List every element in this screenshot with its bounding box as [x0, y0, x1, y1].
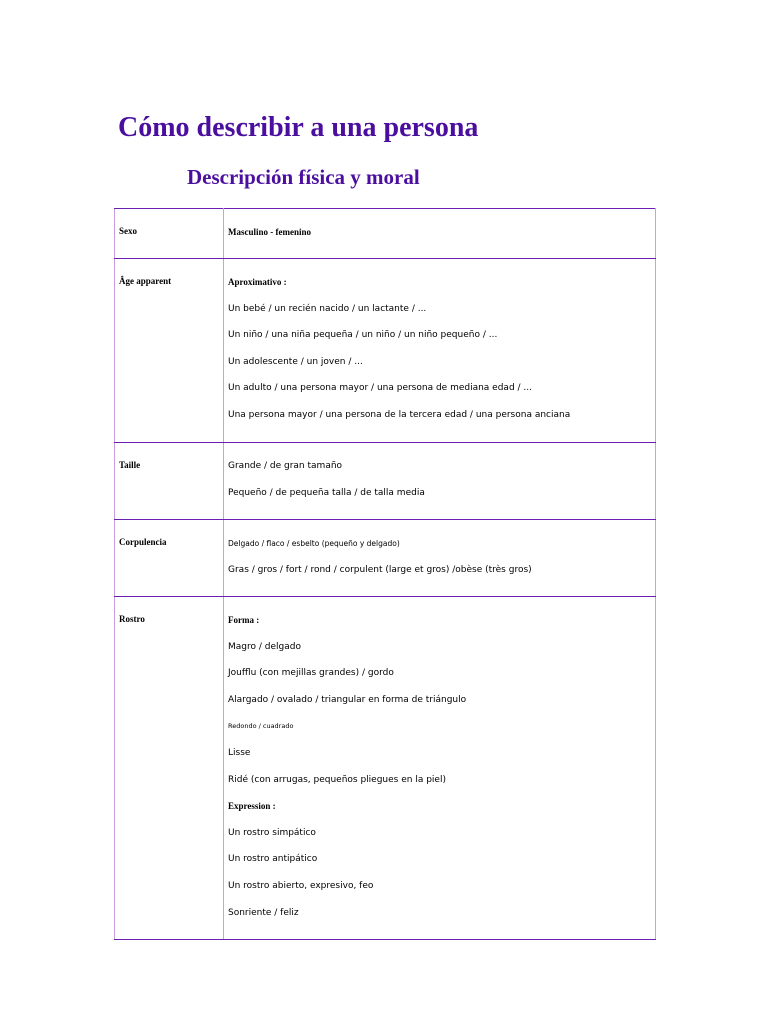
row-value-line: Pequeño / de pequeña talla / de talla media [228, 487, 425, 498]
row-value-line: Un bebé / un recién nacido / un lactante / ... [228, 303, 427, 314]
table-row [115, 259, 656, 443]
description-table-body [115, 209, 656, 940]
row-value-line: Ridé (con arrugas, pequeños pliegues en la piel) [228, 774, 446, 785]
row-value-line: Un niño / una niña pequeña / un niño / un niño pequeño / ... [228, 330, 498, 341]
row-value-line: Aproximativo : [228, 277, 287, 287]
document-title: Cómo describir a una persona [118, 112, 479, 143]
row-value-line: Expression : [228, 801, 276, 812]
row-value-line: Lisse [228, 747, 251, 758]
row-label: Taille [115, 443, 224, 520]
row-label: Rostro [115, 597, 224, 940]
row-value-line: Un adulto / una persona mayor / una persona de mediana edad / ... [228, 383, 533, 394]
row-label: Âge apparent [115, 259, 224, 443]
row-value [224, 443, 656, 520]
table-row [115, 209, 656, 259]
description-table [114, 208, 656, 940]
row-value [224, 520, 656, 597]
row-value-line: Forma : [228, 615, 260, 625]
document-subtitle: Descripción física y moral [187, 165, 420, 189]
row-value [224, 597, 656, 940]
row-value-line: Sonriente / feliz [228, 907, 299, 918]
row-value-line: Una persona mayor / una persona de la tercera edad / una persona anciana [228, 409, 571, 420]
row-value [224, 209, 656, 259]
table-row [115, 520, 656, 597]
row-value-line: Joufflu (con mejillas grandes) / gordo [228, 668, 394, 679]
row-value-line: Masculino - femenino [228, 227, 311, 237]
row-value-line: Delgado / flaco / esbelto (pequeño y delgado) [228, 539, 400, 548]
row-value-line: Un rostro antipático [228, 854, 318, 865]
table-row [115, 443, 656, 520]
table-row [115, 597, 656, 940]
row-value-line: Gras / gros / fort / rond / corpulent (large et gros) /obèse (très gros) [228, 564, 532, 575]
row-value-line: Un rostro simpático [228, 827, 316, 838]
row-value-line: Magro / delgado [228, 641, 301, 652]
row-value-line: Redondo / cuadrado [228, 722, 294, 731]
row-value-line: Un adolescente / un joven / ... [228, 356, 363, 367]
row-value-line: Un rostro abierto, expresivo, feo [228, 880, 374, 891]
row-value [224, 259, 656, 443]
row-value-line: Alargado / ovalado / triangular en forma de triángulo [228, 694, 467, 705]
row-label: Sexo [115, 209, 224, 259]
row-value-line: Grande / de gran tamaño [228, 461, 343, 471]
row-label: Corpulencia [115, 520, 224, 597]
